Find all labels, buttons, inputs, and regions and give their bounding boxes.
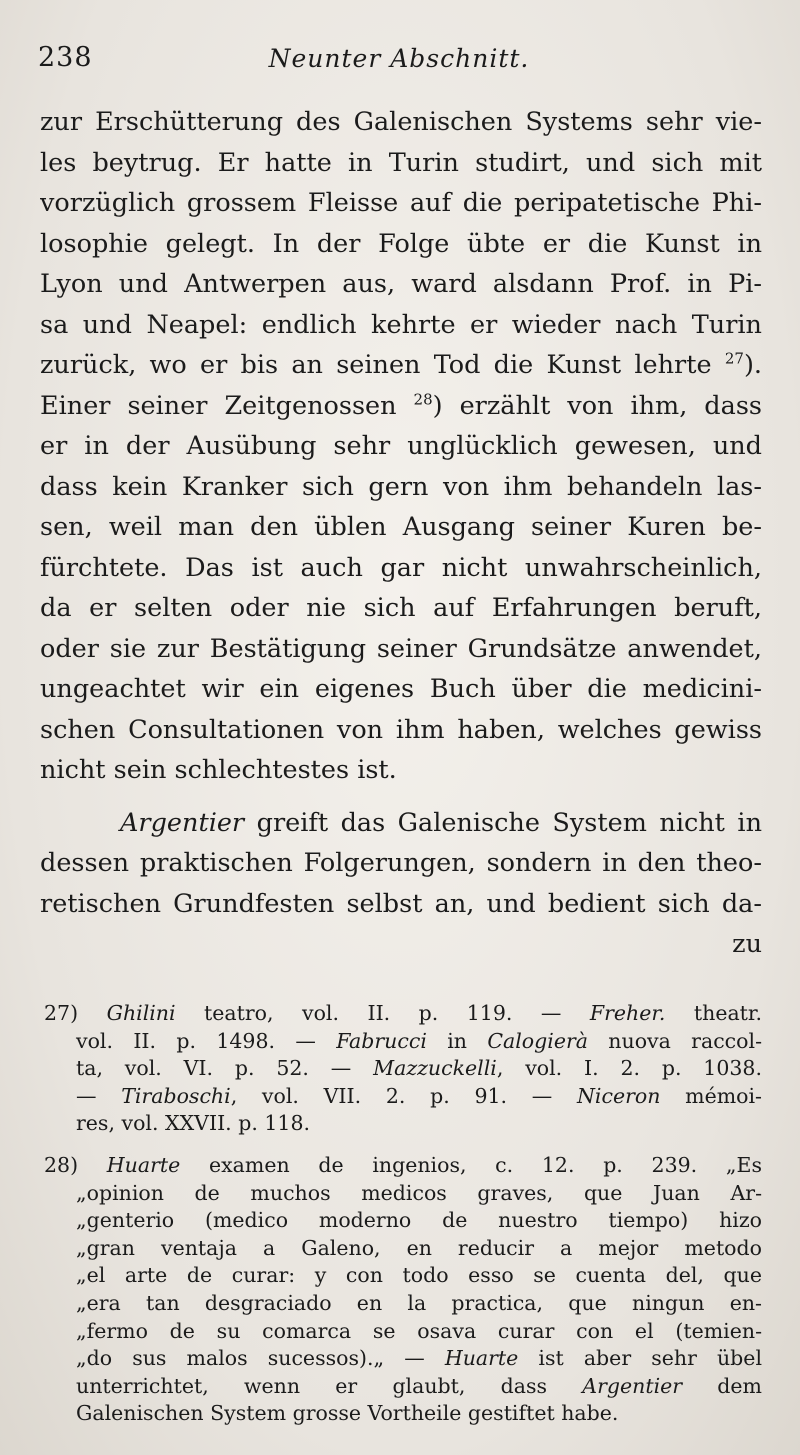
paragraph-gap <box>40 791 762 803</box>
text-segment: theatr. <box>665 1001 762 1025</box>
text-line: sen, weil man den üblen Ausgang seiner Kuren be- <box>40 512 762 542</box>
text-line: dass kein Kranker sich gern von ihm behandeln las- <box>40 471 762 502</box>
text-segment: teatro, vol. II. p. 119. — <box>175 1001 590 1025</box>
text-segment: — <box>76 1083 122 1108</box>
author-name: Mazzuckelli <box>373 1056 497 1081</box>
footnote-ref-28[interactable]: 28 <box>413 390 433 408</box>
main-text <box>40 102 762 965</box>
footnote-28-line: „opinion de muchos medicos graves, que Juan Ar- <box>76 1180 762 1205</box>
text-segment: „do sus malos sucessos).„ — <box>76 1346 445 1371</box>
text-segment: ta, vol. VI. p. 52. — <box>76 1056 374 1081</box>
footnote-27-line: res, vol. XXVII. p. 118. <box>76 1111 311 1136</box>
text-segment: zurück, wo er bis an seinen Tod die Kunst lehrte <box>40 350 712 380</box>
text-line: losophie gelegt. In der Folge übte er die Kunst in <box>40 228 762 259</box>
text-segment: ) erzählt von ihm, dass <box>432 390 762 421</box>
footnote-28-line: Galenischen System grosse Vortheile gestiftet habe. <box>76 1401 619 1426</box>
text-segment: examen de ingenios, c. 12. p. 239. „Es <box>180 1152 762 1177</box>
text-line: da er selten oder nie sich auf Erfahrungen beruft, <box>40 593 762 623</box>
text-line: Lyon und Antwerpen aus, ward alsdann Prof. in Pi- <box>40 269 762 299</box>
text-line: les beytrug. Er hatte in Turin studirt, und sich mit <box>40 147 762 178</box>
running-title: Neunter Abschnitt. <box>268 44 530 73</box>
author-name: Huarte <box>106 1152 181 1177</box>
person-name: Argentier <box>582 1373 683 1398</box>
text-line: zur Erschütterung des Galenischen Systems sehr vie- <box>40 107 762 137</box>
text-segment: vol. II. p. 1498. — <box>76 1028 337 1053</box>
author-name: Fabrucci <box>336 1028 427 1053</box>
footnotes <box>44 1000 762 1428</box>
text-line <box>40 803 762 844</box>
footnote-28-line <box>44 1373 762 1401</box>
footnote-28-line: „era tan desgraciado en la practica, que ningun en- <box>76 1290 762 1315</box>
text-segment: greift das Galenische System nicht in <box>244 807 762 838</box>
text-line: fürchtete. Das ist auch gar nicht unwahrscheinlich, <box>40 552 762 583</box>
footnote-gap <box>44 1138 762 1152</box>
footnote-28-line: „gran ventaja a Galeno, en reducir a mejor metodo <box>76 1235 762 1260</box>
text-segment: unterrichtet, wenn er glaubt, dass <box>76 1373 583 1398</box>
text-line: vorzüglich grossem Fleisse auf die peripatetische Phi- <box>40 188 762 218</box>
footnote-28-line <box>44 1152 762 1180</box>
footnote-27-line <box>44 1028 762 1056</box>
text-line: sa und Neapel: endlich kehrte er wieder nach Turin <box>40 309 762 340</box>
text-segment: , vol. VII. 2. p. 91. — <box>230 1083 577 1108</box>
text-segment: Einer seiner Zeitgenossen <box>40 390 397 421</box>
author-name: Calogierà <box>487 1028 588 1053</box>
author-name: Tiraboschi <box>121 1083 231 1108</box>
author-name: Huarte <box>444 1346 519 1371</box>
footnote-28-line: „el arte de curar: y con todo esso se cuenta del, que <box>76 1263 762 1288</box>
text-line <box>40 345 762 386</box>
text-segment: in <box>426 1028 488 1053</box>
author-name: Niceron <box>576 1083 661 1108</box>
author-name: Ghilini <box>106 1001 176 1025</box>
page-header <box>38 42 760 82</box>
footnote-number: 27) <box>44 1001 79 1025</box>
text-line: dessen praktischen Folgerungen, sondern in den theo- <box>40 848 762 878</box>
text-line: ungeachtet wir ein eigenes Buch über die medicini- <box>40 674 762 704</box>
text-line: nicht sein schlechtestes ist. <box>40 755 397 785</box>
text-segment: nuova raccol- <box>587 1028 762 1053</box>
text-line: schen Consultationen von ihm haben, welches gewiss <box>40 714 762 745</box>
footnote-28-line <box>44 1345 762 1373</box>
text-line: oder sie zur Bestätigung seiner Grundsätze anwendet, <box>40 633 762 664</box>
text-segment: ist aber sehr übel <box>518 1346 762 1371</box>
text-line <box>40 386 762 427</box>
catchword: zu <box>732 929 762 959</box>
text-line: retischen Grundfesten selbst an, und bedient sich da- <box>40 888 762 919</box>
footnote-ref-27[interactable]: 27 <box>724 349 744 368</box>
footnote-27-line <box>44 1000 762 1028</box>
footnote-number: 28) <box>44 1152 79 1177</box>
text-segment: mémoi- <box>660 1083 762 1108</box>
text-segment: dem <box>682 1373 762 1398</box>
person-name: Argentier <box>120 807 245 838</box>
text-segment: , vol. I. 2. p. 1038. <box>496 1056 762 1081</box>
text-segment: ). <box>743 350 762 380</box>
footnote-27-line <box>44 1055 762 1083</box>
page-number: 238 <box>38 42 93 73</box>
text-line: er in der Ausübung sehr unglücklich gewesen, und <box>40 431 762 461</box>
footnote-28-line: „fermo de su comarca se osava curar con el (temien- <box>76 1318 762 1343</box>
author-name: Freher. <box>589 1001 666 1025</box>
footnote-27-line <box>44 1083 762 1111</box>
footnote-28-line: „genterio (medico moderno de nuestro tiempo) hizo <box>76 1208 762 1233</box>
